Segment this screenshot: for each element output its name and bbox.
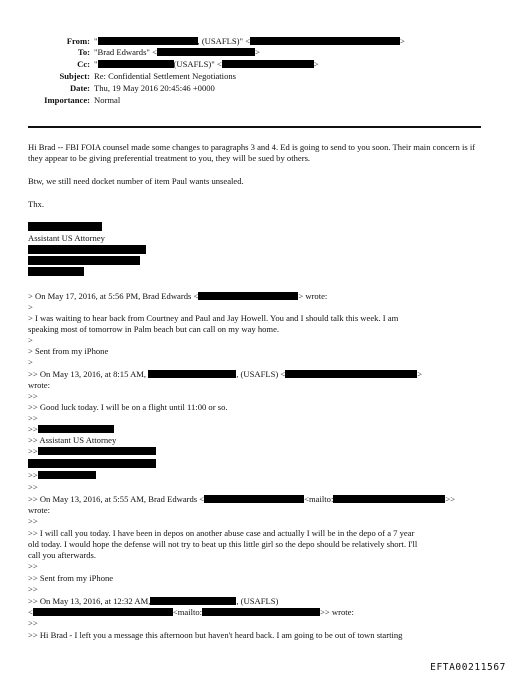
quoted-line: > [28, 335, 33, 345]
date-value: Thu, 19 May 2016 20:45:46 +0000 [94, 83, 215, 93]
redaction-block [33, 608, 173, 616]
from-label: From: [66, 36, 90, 46]
quoted-line: >> Hi Brad - I left you a message this afternoon but haven't heard back. I am going to be out of town starting [28, 630, 403, 640]
body-paragraph: Thx. [28, 199, 44, 209]
to-label: To: [77, 47, 90, 57]
signature-title: Assistant US Attorney [28, 233, 105, 243]
quoted-line: >> [28, 516, 38, 526]
quoted-line: >> [28, 482, 38, 492]
quoted-line: > I was waiting to hear back from Courtney and Paul and Jay Howell. You and I should talk this week. I am [28, 313, 399, 323]
redaction-block [333, 495, 445, 503]
redaction-block [204, 495, 304, 503]
quoted-line: >> On May 13, 2016, at 5:55 AM, Brad Edwards < <mailto: >> [28, 494, 456, 504]
redaction-block [148, 370, 236, 378]
redaction-block [157, 48, 255, 56]
redaction-block [222, 60, 314, 68]
redaction-block [28, 256, 140, 265]
quoted-line: >> Assistant US Attorney [28, 435, 117, 445]
quoted-line: > [28, 302, 33, 312]
redaction-block [28, 245, 146, 254]
quoted-line: >> I will call you today. I have been in depos on another abuse case and actually I will be in the depo of a 7 year [28, 528, 415, 538]
redaction-block [202, 608, 320, 616]
quoted-line: speaking most of tomorrow in Palm beach but can call on my way home. [28, 324, 280, 334]
quoted-line: old today. I would hope the defense will not try to beat up this little girl so the depo should be relatively short. I'll [28, 539, 418, 549]
redaction-block [28, 459, 156, 468]
quoted-line: >> [28, 424, 114, 434]
body-paragraph: Btw, we still need docket number of item Paul wants unsealed. [28, 176, 244, 186]
quoted-line: >> [28, 391, 38, 401]
importance-value: Normal [94, 95, 121, 105]
quoted-line: >> On May 13, 2016, at 12:32 AM, , (USAFLS) [28, 596, 279, 606]
document-id: EFTA00211567 [430, 662, 506, 673]
header-divider [28, 126, 481, 128]
quoted-line: > On May 17, 2016, at 5:56 PM, Brad Edwards < > wrote: [28, 291, 328, 301]
redaction-block [98, 60, 174, 68]
quoted-line: >> [28, 561, 38, 571]
quoted-line: > Sent from my iPhone [28, 346, 109, 356]
quoted-line: >> Sent from my iPhone [28, 573, 114, 583]
quoted-line: wrote: [28, 380, 50, 390]
subject-label: Subject: [59, 71, 90, 81]
date-label: Date: [69, 83, 90, 93]
redaction-block [38, 447, 156, 455]
subject-value: Re: Confidential Settlement Negotiations [94, 71, 237, 81]
quoted-line: >> [28, 470, 96, 480]
quoted-line: < <mailto: >> wrote: [28, 607, 354, 617]
cc-label: Cc: [77, 59, 90, 69]
redaction-block [285, 370, 417, 378]
quoted-line: >> Good luck today. I will be on a flight until 11:00 or so. [28, 402, 228, 412]
redaction-block [38, 471, 96, 479]
quoted-line: >> [28, 446, 156, 456]
to-value: "Brad Edwards" < > [94, 47, 260, 57]
redaction-block [198, 292, 298, 300]
importance-label: Importance: [44, 95, 90, 105]
redaction-block [98, 37, 198, 45]
redaction-block [150, 597, 236, 605]
quoted-line: > [28, 357, 33, 367]
redaction-block [250, 37, 400, 45]
cc-value: " (USAFLS)" < > [94, 59, 319, 69]
quoted-line: >> [28, 618, 38, 628]
body-paragraph: Hi Brad -- FBI FOIA counsel made some changes to paragraphs 3 and 4. Ed is going to send to you soon. Their main concern is if they appear to be giving preferential treatment to you, they will be sued by others. [28, 142, 476, 163]
quoted-line: wrote: [28, 505, 50, 515]
redaction-block [28, 222, 102, 231]
quoted-line: >> [28, 413, 38, 423]
quoted-line: call you afterwards. [28, 550, 97, 560]
redaction-block [28, 267, 84, 276]
redaction-block [38, 425, 114, 433]
from-value: " , (USAFLS)" < > [94, 36, 405, 46]
quoted-line: >> [28, 584, 38, 594]
quoted-line: >> On May 13, 2016, at 8:15 AM, , (USAFLS) < > [28, 369, 423, 379]
